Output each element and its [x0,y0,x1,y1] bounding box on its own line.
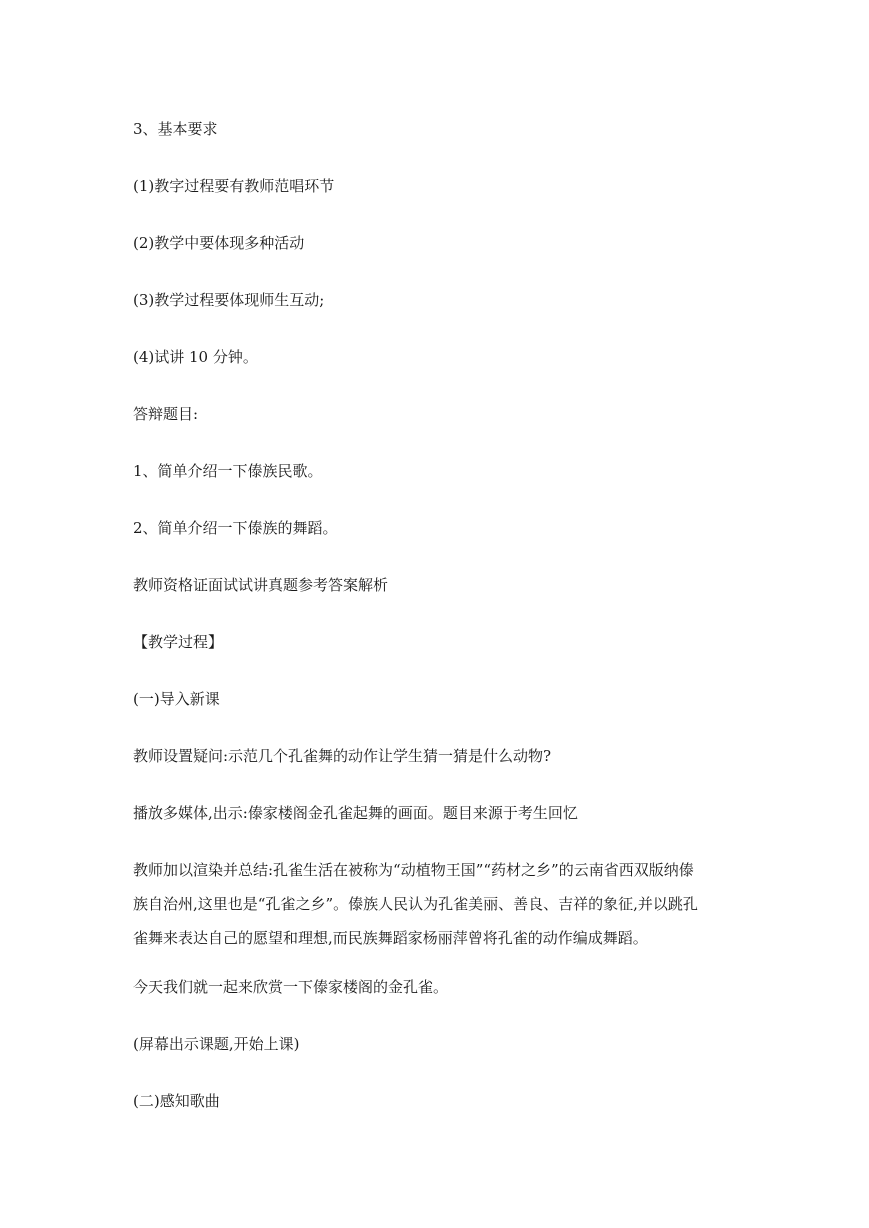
summary-paragraph [133,853,753,976]
requirement-item-2: (2)教学中要体现多种活动 [133,234,305,252]
summary-line: 雀舞来表达自己的愿望和理想,而民族舞蹈家杨丽萍曾将孔雀的动作编成舞蹈。 [133,929,648,947]
subsection-perceive-song: (二)感知歌曲 [133,1092,220,1110]
requirement-item-4: (4)试讲 10 分钟。 [133,348,258,366]
teaching-process-heading: 【教学过程】 [133,633,224,651]
defense-question-2: 2、简单介绍一下傣族的舞蹈。 [133,519,338,537]
teacher-question-line: 教师设置疑问:示范几个孔雀舞的动作让学生猜一猜是什么动物? [133,747,552,765]
document-body [133,118,753,1147]
requirement-item-3: (3)教学过程要体现师生互动; [133,291,325,309]
requirement-item-1: (1)教字过程要有教师范唱环节 [133,177,335,195]
screen-title-note: (屏幕出示课题,开始上课) [133,1035,300,1053]
appreciation-line: 今天我们就一起来欣赏一下傣家楼阁的金孔雀。 [133,978,449,996]
section-heading-requirements: 3、基本要求 [133,120,218,138]
defense-question-1: 1、简单介绍一下傣族民歌。 [133,462,323,480]
multimedia-line: 播放多媒体,出示:傣家楼阁金孔雀起舞的画面。题目来源于考生回忆 [133,804,578,822]
summary-line: 教师加以渲染并总结:孔雀生活在被称为“动植物王国”“药材之乡”的云南省西双版纳傣 [133,861,694,879]
subsection-introduction: (一)导入新课 [133,690,220,708]
summary-line: 族自治州,这里也是“孔雀之乡”。傣族人民认为孔雀美丽、善良、吉祥的象征,并以跳孔 [133,895,698,913]
answer-analysis-title: 教师资格证面试试讲真题参考答案解析 [133,576,389,594]
defense-heading: 答辩题目: [133,405,199,423]
